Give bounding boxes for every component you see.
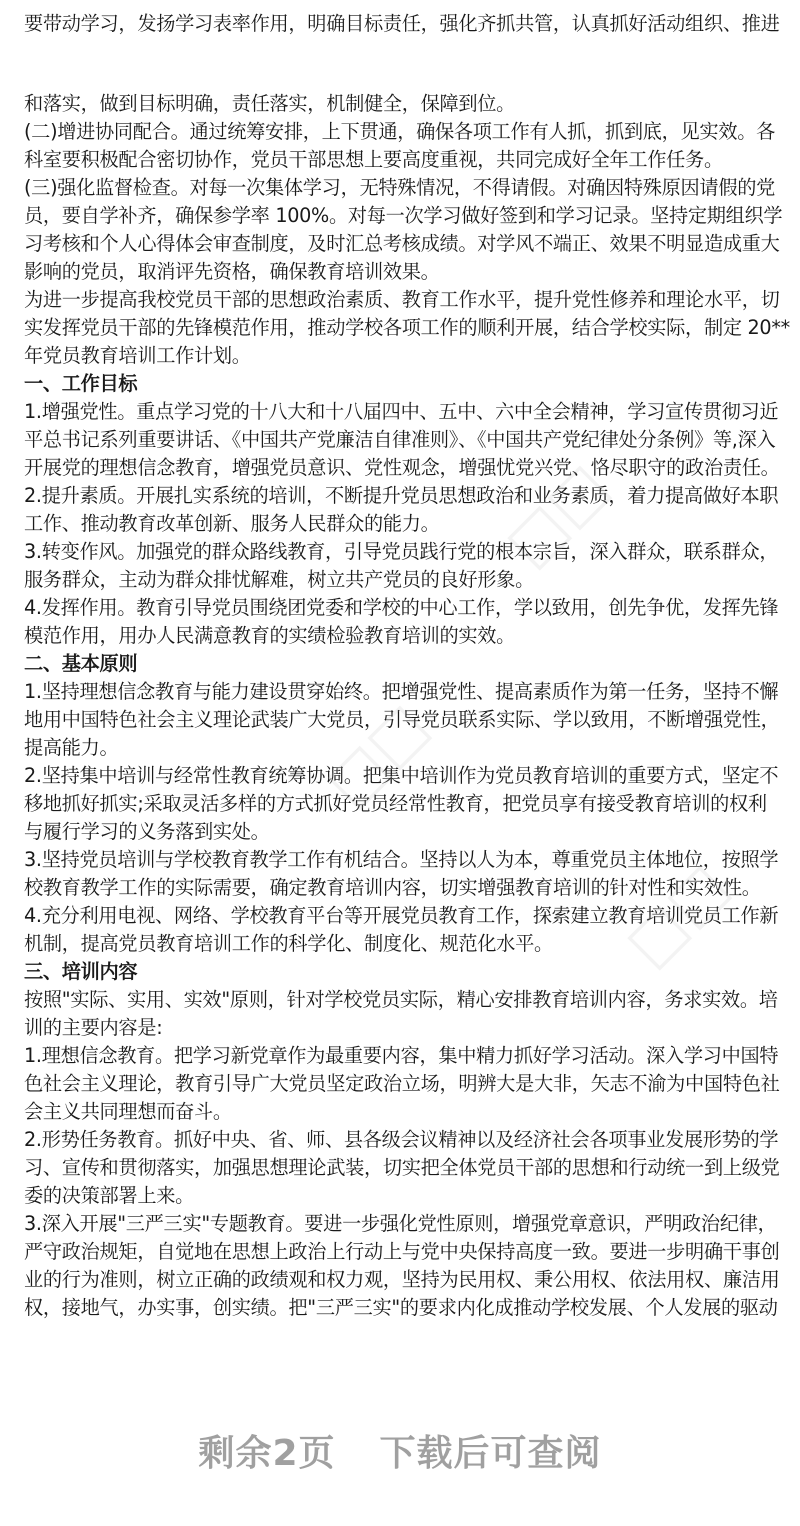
- paragraph-line: 3.坚持党员培训与学校教育教学工作有机结合。坚持以人为本，尊重党员主体地位，按照学: [24, 848, 779, 871]
- paragraph-line: 按照"实际、实用、实效"原则，针对学校党员实际，精心安排教育培训内容，务求实效。培: [24, 988, 778, 1011]
- paragraph-line: 2.形势任务教育。抓好中央、省、师、县各级会议精神以及经济社会各项事业发展形势的学: [24, 1128, 779, 1151]
- paragraph-line: (三)强化监督检查。对每一次集体学习，无特殊情况，不得请假。对确因特殊原因请假的党: [24, 176, 775, 199]
- paragraph-line: 机制，提高党员教育培训工作的科学化、制度化、规范化水平。: [24, 932, 553, 955]
- paragraph-line: 校教育教学工作的实际需要，确定教育培训内容，切实增强教育培训的针对性和实效性。: [24, 876, 761, 899]
- paragraph-line: 移地抓好抓实;采取灵活多样的方式抓好党员经常性教育，把党员享有接受教育培训的权利: [24, 792, 767, 815]
- paragraph-line: 员，要自学补齐，确保参学率 100%。对每一次学习做好签到和学习记录。坚持定期组织学: [24, 204, 783, 227]
- paragraph-line: 2.坚持集中培训与经常性教育统筹协调。把集中培训作为党员教育培训的重要方式，坚定不: [24, 764, 779, 787]
- paragraph-line: 年党员教育培训工作计划。: [24, 344, 251, 367]
- paragraph-line: 要带动学习，发扬学习表率作用，明确目标责任，强化齐抓共管，认真抓好活动组织、推进: [24, 12, 780, 35]
- paragraph-line: 服务群众，主动为群众排忧解难，树立共产党员的良好形象。: [24, 568, 534, 591]
- paragraph-line: 实发挥党员干部的先锋模范作用，推动学校各项工作的顺利开展，结合学校实际，制定 20**: [24, 316, 790, 339]
- paragraph-line: 工作、推动教育改革创新、服务人民群众的能力。: [24, 512, 440, 535]
- paragraph-line: 开展党的理想信念教育，增强党员意识、党性观念，增强忧党兴党、恪尽职守的政治责任。: [24, 456, 780, 479]
- paragraph-line: 权，接地气，办实事，创实绩。把"三严三实"的要求内化成推动学校发展、个人发展的驱动: [24, 1296, 778, 1319]
- paragraph-line: 与履行学习的义务落到实处。: [24, 820, 270, 843]
- paragraph-line: 习、宣传和贯彻落实，加强思想理论武装，切实把全体党员干部的思想和行动统一到上级党: [24, 1156, 780, 1179]
- paragraph-line: 会主义共同理想而奋斗。: [24, 1100, 232, 1123]
- watermark: □□: [491, 450, 622, 580]
- paragraph-line: 和落实，做到目标明确，责任落实，机制健全，保障到位。: [24, 92, 516, 115]
- watermark: □□: [311, 690, 442, 820]
- paragraph-line: 业的行为准则，树立正确的政绩观和权力观，坚持为民用权、秉公用权、依法用权、廉洁用: [24, 1268, 780, 1291]
- paragraph-line: 影响的党员，取消评先资格，确保教育培训效果。: [24, 260, 440, 283]
- paragraph-line: 地用中国特色社会主义理论武装广大党员，引导党员联系实际、学以致用，不断增强党性，: [24, 708, 780, 731]
- paragraph-line: 为进一步提高我校党员干部的思想政治素质、教育工作水平，提升党性修养和理论水平，切: [24, 288, 780, 311]
- remaining-pages-label: 剩余2页: [198, 1432, 336, 1474]
- paragraph-line: 提高能力。: [24, 736, 119, 759]
- paragraph-line: (二)增进协同配合。通过统筹安排，上下贯通，确保各项工作有人抓，抓到底，见实效。各: [24, 120, 775, 143]
- paragraph-line: 4.充分利用电视、网络、学校教育平台等开展党员教育工作，探索建立教育培训党员工作新: [24, 904, 779, 927]
- paragraph-line: 严守政治规矩，自觉地在思想上政治上行动上与党中央保持高度一致。要进一步明确干事创: [24, 1240, 780, 1263]
- paragraph-line: 2.提升素质。开展扎实系统的培训，不断提升党员思想政治和业务素质，着力提高做好本职: [24, 484, 779, 507]
- paragraph-line: 3.转变作风。加强党的群众路线教育，引导党员践行党的根本宗旨，深入群众，联系群众，: [24, 540, 779, 563]
- paragraph-line: 4.发挥作用。教育引导党员围绕团党委和学校的中心工作，学以致用，创先争优，发挥先锋: [24, 596, 779, 619]
- paragraph-line: 1.理想信念教育。把学习新党章作为最重要内容，集中精力抓好学习活动。深入学习中国特: [24, 1044, 779, 1067]
- section-heading: 一、工作目标: [24, 372, 138, 395]
- paragraph-line: 委的决策部署上来。: [24, 1184, 194, 1207]
- paragraph-line: 3.深入开展"三严三实"专题教育。要进一步强化党性原则，增强党章意识，严明政治纪律，: [24, 1212, 777, 1235]
- download-prompt[interactable]: [0, 1400, 800, 1500]
- watermark: □□: [611, 850, 742, 980]
- paragraph-line: 训的主要内容是:: [24, 1016, 163, 1039]
- paragraph-line: 1.增强党性。重点学习党的十八大和十八届四中、五中、六中全会精神，学习宣传贯彻习近: [24, 400, 779, 423]
- section-heading: 二、基本原则: [24, 652, 138, 675]
- paragraph-line: 1.坚持理想信念教育与能力建设贯穿始终。把增强党性、提高素质作为第一任务，坚持不懈: [24, 680, 779, 703]
- paragraph-line: 习考核和个人心得体会审查制度，及时汇总考核成绩。对学风不端正、效果不明显造成重大: [24, 232, 780, 255]
- paragraph-line: 模范作用，用办人民满意教育的实绩检验教育培训的实效。: [24, 624, 516, 647]
- section-heading: 三、培训内容: [24, 960, 138, 983]
- paragraph-line: 色社会主义理论，教育引导广大党员坚定政治立场，明辨大是大非，矢志不渝为中国特色社: [24, 1072, 780, 1095]
- download-hint-label: 下载后可查阅: [379, 1432, 602, 1474]
- paragraph-line: 科室要积极配合密切协作，党员干部思想上要高度重视，共同完成好全年工作任务。: [24, 148, 723, 171]
- paragraph-line: 平总书记系列重要讲话、《中国共产党廉洁自律准则》、《中国共产党纪律处分条例》等,深入: [24, 428, 776, 451]
